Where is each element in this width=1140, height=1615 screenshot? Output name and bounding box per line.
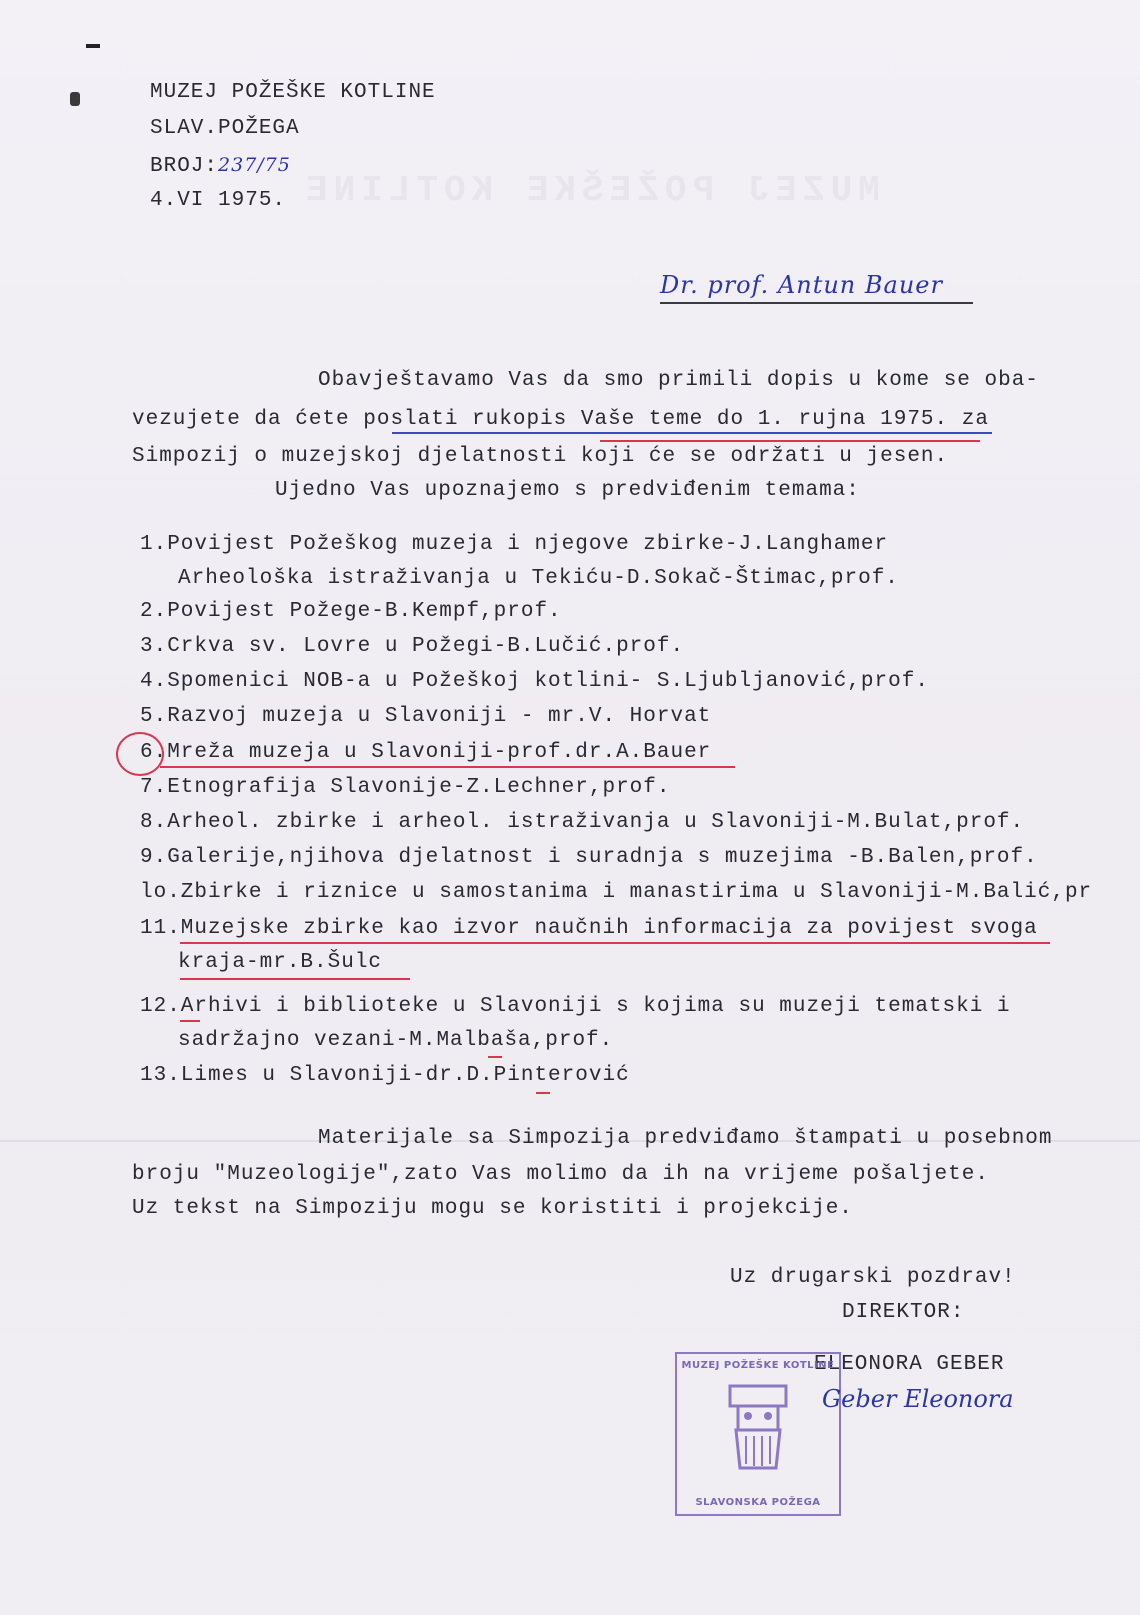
red-pen-underline	[160, 766, 735, 768]
topic-1b: Arheološka istraživanja u Tekiću-D.Sokač-Štimac,prof.	[178, 567, 899, 590]
intro-line-1: Obavještavamo Vas da smo primili dopis u kome se oba-	[318, 369, 1039, 392]
red-pen-underline	[180, 978, 410, 980]
stamp-bottom-text: SLAVONSKA POŽEGA	[695, 1497, 821, 1508]
red-pen-tick	[536, 1092, 550, 1094]
topic-7: 7.Etnografija Slavonije-Z.Lechner,prof.	[140, 776, 671, 799]
museum-stamp	[675, 1352, 841, 1516]
binder-hole-mark	[70, 92, 80, 106]
number-value: 237/75	[218, 154, 291, 176]
mask-emblem-icon	[718, 1380, 798, 1480]
topic-11b: kraja-mr.B.Šulc	[178, 951, 383, 974]
topic-12b: sadržajno vezani-M.Malbaša,prof.	[178, 1029, 614, 1052]
red-pen-underline	[180, 942, 1050, 944]
greeting: Uz drugarski pozdrav!	[730, 1266, 1016, 1289]
director-name: ELEONORA GEBER	[814, 1353, 1005, 1376]
intro-line-4: Ujedno Vas upoznajemo s predviđenim temama:	[275, 479, 860, 502]
blue-pen-underline	[392, 432, 992, 434]
topic-9: 9.Galerije,njihova djelatnost i suradnja s muzejima -B.Balen,prof.	[140, 846, 1038, 869]
binder-hole-mark	[86, 44, 100, 48]
director-title: DIREKTOR:	[842, 1301, 965, 1324]
stamp-top-text: MUZEJ POŽEŠKE KOTLINE	[681, 1360, 835, 1371]
red-circle-mark	[116, 732, 164, 776]
topic-11: 11.Muzejske zbirke kao izvor naučnih informacija za povijest svoga	[140, 917, 1038, 940]
city-name: SLAV.POŽEGA	[150, 117, 300, 140]
red-pen-tick	[488, 1056, 502, 1058]
topic-2: 2.Povijest Požege-B.Kempf,prof.	[140, 600, 562, 623]
addressee-handwritten: Dr. prof. Antun Bauer	[660, 272, 973, 304]
closing-line-2: broju "Muzeologije",zato Vas molimo da ih na vrijeme pošaljete.	[132, 1163, 989, 1186]
topic-13: 13.Limes u Slavoniji-dr.D.Pinterović	[140, 1064, 630, 1087]
reverse-bleed-through: MUZEJ POŽEŠKE KOTLINE	[300, 170, 880, 211]
letter-date: 4.VI 1975.	[150, 189, 287, 212]
number-label: BROJ:	[150, 155, 219, 178]
topic-5: 5.Razvoj muzeja u Slavoniji - mr.V. Horvat	[140, 705, 712, 728]
red-pen-underline	[600, 440, 980, 442]
topic-8: 8.Arheol. zbirke i arheol. istraživanja u Slavoniji-M.Bulat,prof.	[140, 811, 1025, 834]
intro-line-3: Simpozij o muzejskoj djelatnosti koji će se održati u jesen.	[132, 445, 949, 468]
reference-number	[150, 152, 291, 180]
topic-4: 4.Spomenici NOB-a u Požeškoj kotlini- S.Ljubljanović,prof.	[140, 670, 929, 693]
director-signature: Geber Eleonora	[822, 1385, 1014, 1413]
institution-name: MUZEJ POŽEŠKE KOTLINE	[150, 81, 436, 104]
topic-6: 6.Mreža muzeja u Slavoniji-prof.dr.A.Bauer	[140, 741, 712, 764]
topic-3: 3.Crkva sv. Lovre u Požegi-B.Lučić.prof.	[140, 635, 685, 658]
topic-10: lo.Zbirke i riznice u samostanima i manastirima u Slavoniji-M.Balić,pr	[140, 881, 1093, 904]
closing-line-1: Materijale sa Simpozija predviđamo štampati u posebnom	[318, 1127, 1053, 1150]
intro-line-2: vezujete da ćete poslati rukopis Vaše teme do 1. rujna 1975. za	[132, 408, 989, 431]
closing-line-3: Uz tekst na Simpoziju mogu se koristiti i projekcije.	[132, 1197, 853, 1220]
topic-1: 1.Povijest Požeškog muzeja i njegove zbirke-J.Langhamer	[140, 533, 889, 556]
red-pen-tick	[180, 1020, 200, 1022]
topic-12: 12.Arhivi i biblioteke u Slavoniji s kojima su muzeji tematski i	[140, 995, 1011, 1018]
